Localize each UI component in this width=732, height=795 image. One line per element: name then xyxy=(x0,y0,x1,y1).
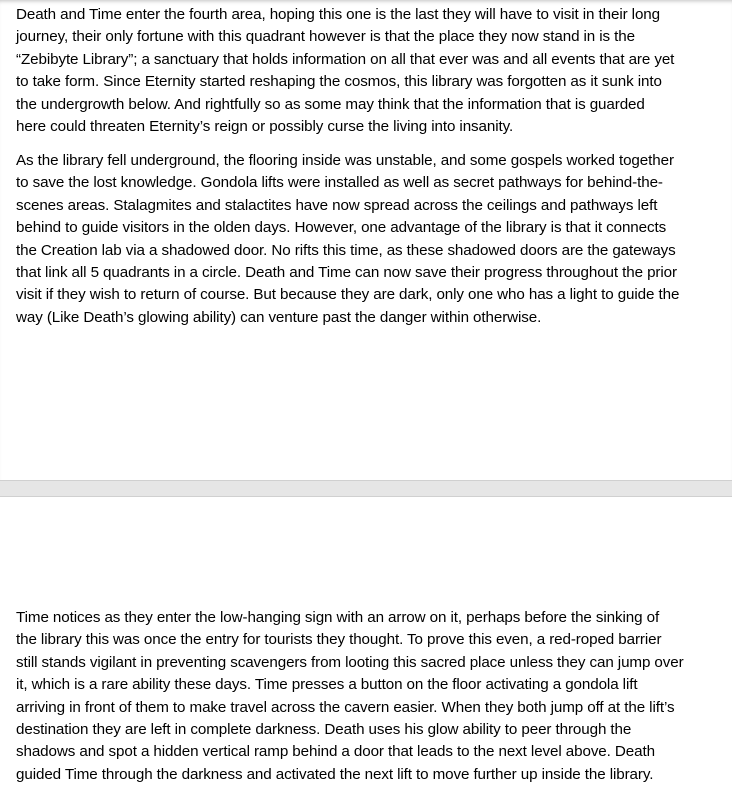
text-line: still stands vigilant in preventing scavengers from looting this sacred place unless they can jump over xyxy=(16,653,684,671)
text-line: guided Time through the darkness and activated the next lift to move further up inside the library. xyxy=(16,765,654,783)
text-line: “Zebibyte Library”; a sanctuary that holds information on all that ever was and all events that are yet xyxy=(16,50,675,68)
text-line: the Creation lab via a shadowed door. No rifts this time, as these shadowed doors are the gateways xyxy=(16,241,676,259)
text-line: arriving in front of them to make travel across the cavern easier. When they both jump off at the lift’s xyxy=(16,698,675,716)
text-line: it, which is a rare ability these days. Time presses a button on the floor activating a gondola lift xyxy=(16,676,638,694)
page-break-gap xyxy=(0,480,732,497)
text-line: that link all 5 quadrants in a circle. Death and Time can now save their progress throughout the prior xyxy=(16,263,677,281)
text-line: As the library fell underground, the flooring inside was unstable, and some gospels worked together xyxy=(16,152,674,169)
text-line: the library this was once the entry for tourists they thought. To prove this even, a red-roped barrier xyxy=(16,631,662,649)
document-page-2 xyxy=(0,497,732,795)
text-line: here could threaten Eternity’s reign or possibly curse the living into insanity. xyxy=(16,117,514,135)
text-line: to save the lost knowledge. Gondola lifts were installed as well as secret pathways for behind-the- xyxy=(16,174,663,192)
paragraph-3 xyxy=(16,607,716,786)
text-line: to take form. Since Eternity started reshaping the cosmos, this library was forgotten as it sunk into xyxy=(16,73,662,91)
text-line: journey, their only fortune with this quadrant however is that the place they now stand in is the xyxy=(16,28,635,46)
text-line: scenes areas. Stalagmites and stalactites have now spread across the ceilings and pathways left xyxy=(16,196,658,214)
text-line: Death and Time enter the fourth area, hoping this one is the last they will have to visit in their long xyxy=(16,6,660,23)
text-line: shadows and spot a hidden vertical ramp behind a door that leads to the next level above. Death xyxy=(16,743,655,761)
text-line: the undergrowth below. And rightfully so as some may think that the information that is guarded xyxy=(16,95,645,113)
text-line: behind to guide visitors in the olden days. However, one advantage of the library is that it connects xyxy=(16,219,667,237)
paragraph-2 xyxy=(16,150,716,329)
paragraph-1 xyxy=(16,4,716,138)
text-line: Time notices as they enter the low-hanging sign with an arrow on it, perhaps before the sinking of xyxy=(16,609,660,626)
text-line: visit if they wish to return of course. But because they are dark, only one who has a light to guide the xyxy=(16,286,680,304)
text-line: destination they are left in complete darkness. Death uses his glow ability to peer through the xyxy=(16,720,632,738)
text-line: way (Like Death’s glowing ability) can venture past the danger within otherwise. xyxy=(16,308,542,326)
